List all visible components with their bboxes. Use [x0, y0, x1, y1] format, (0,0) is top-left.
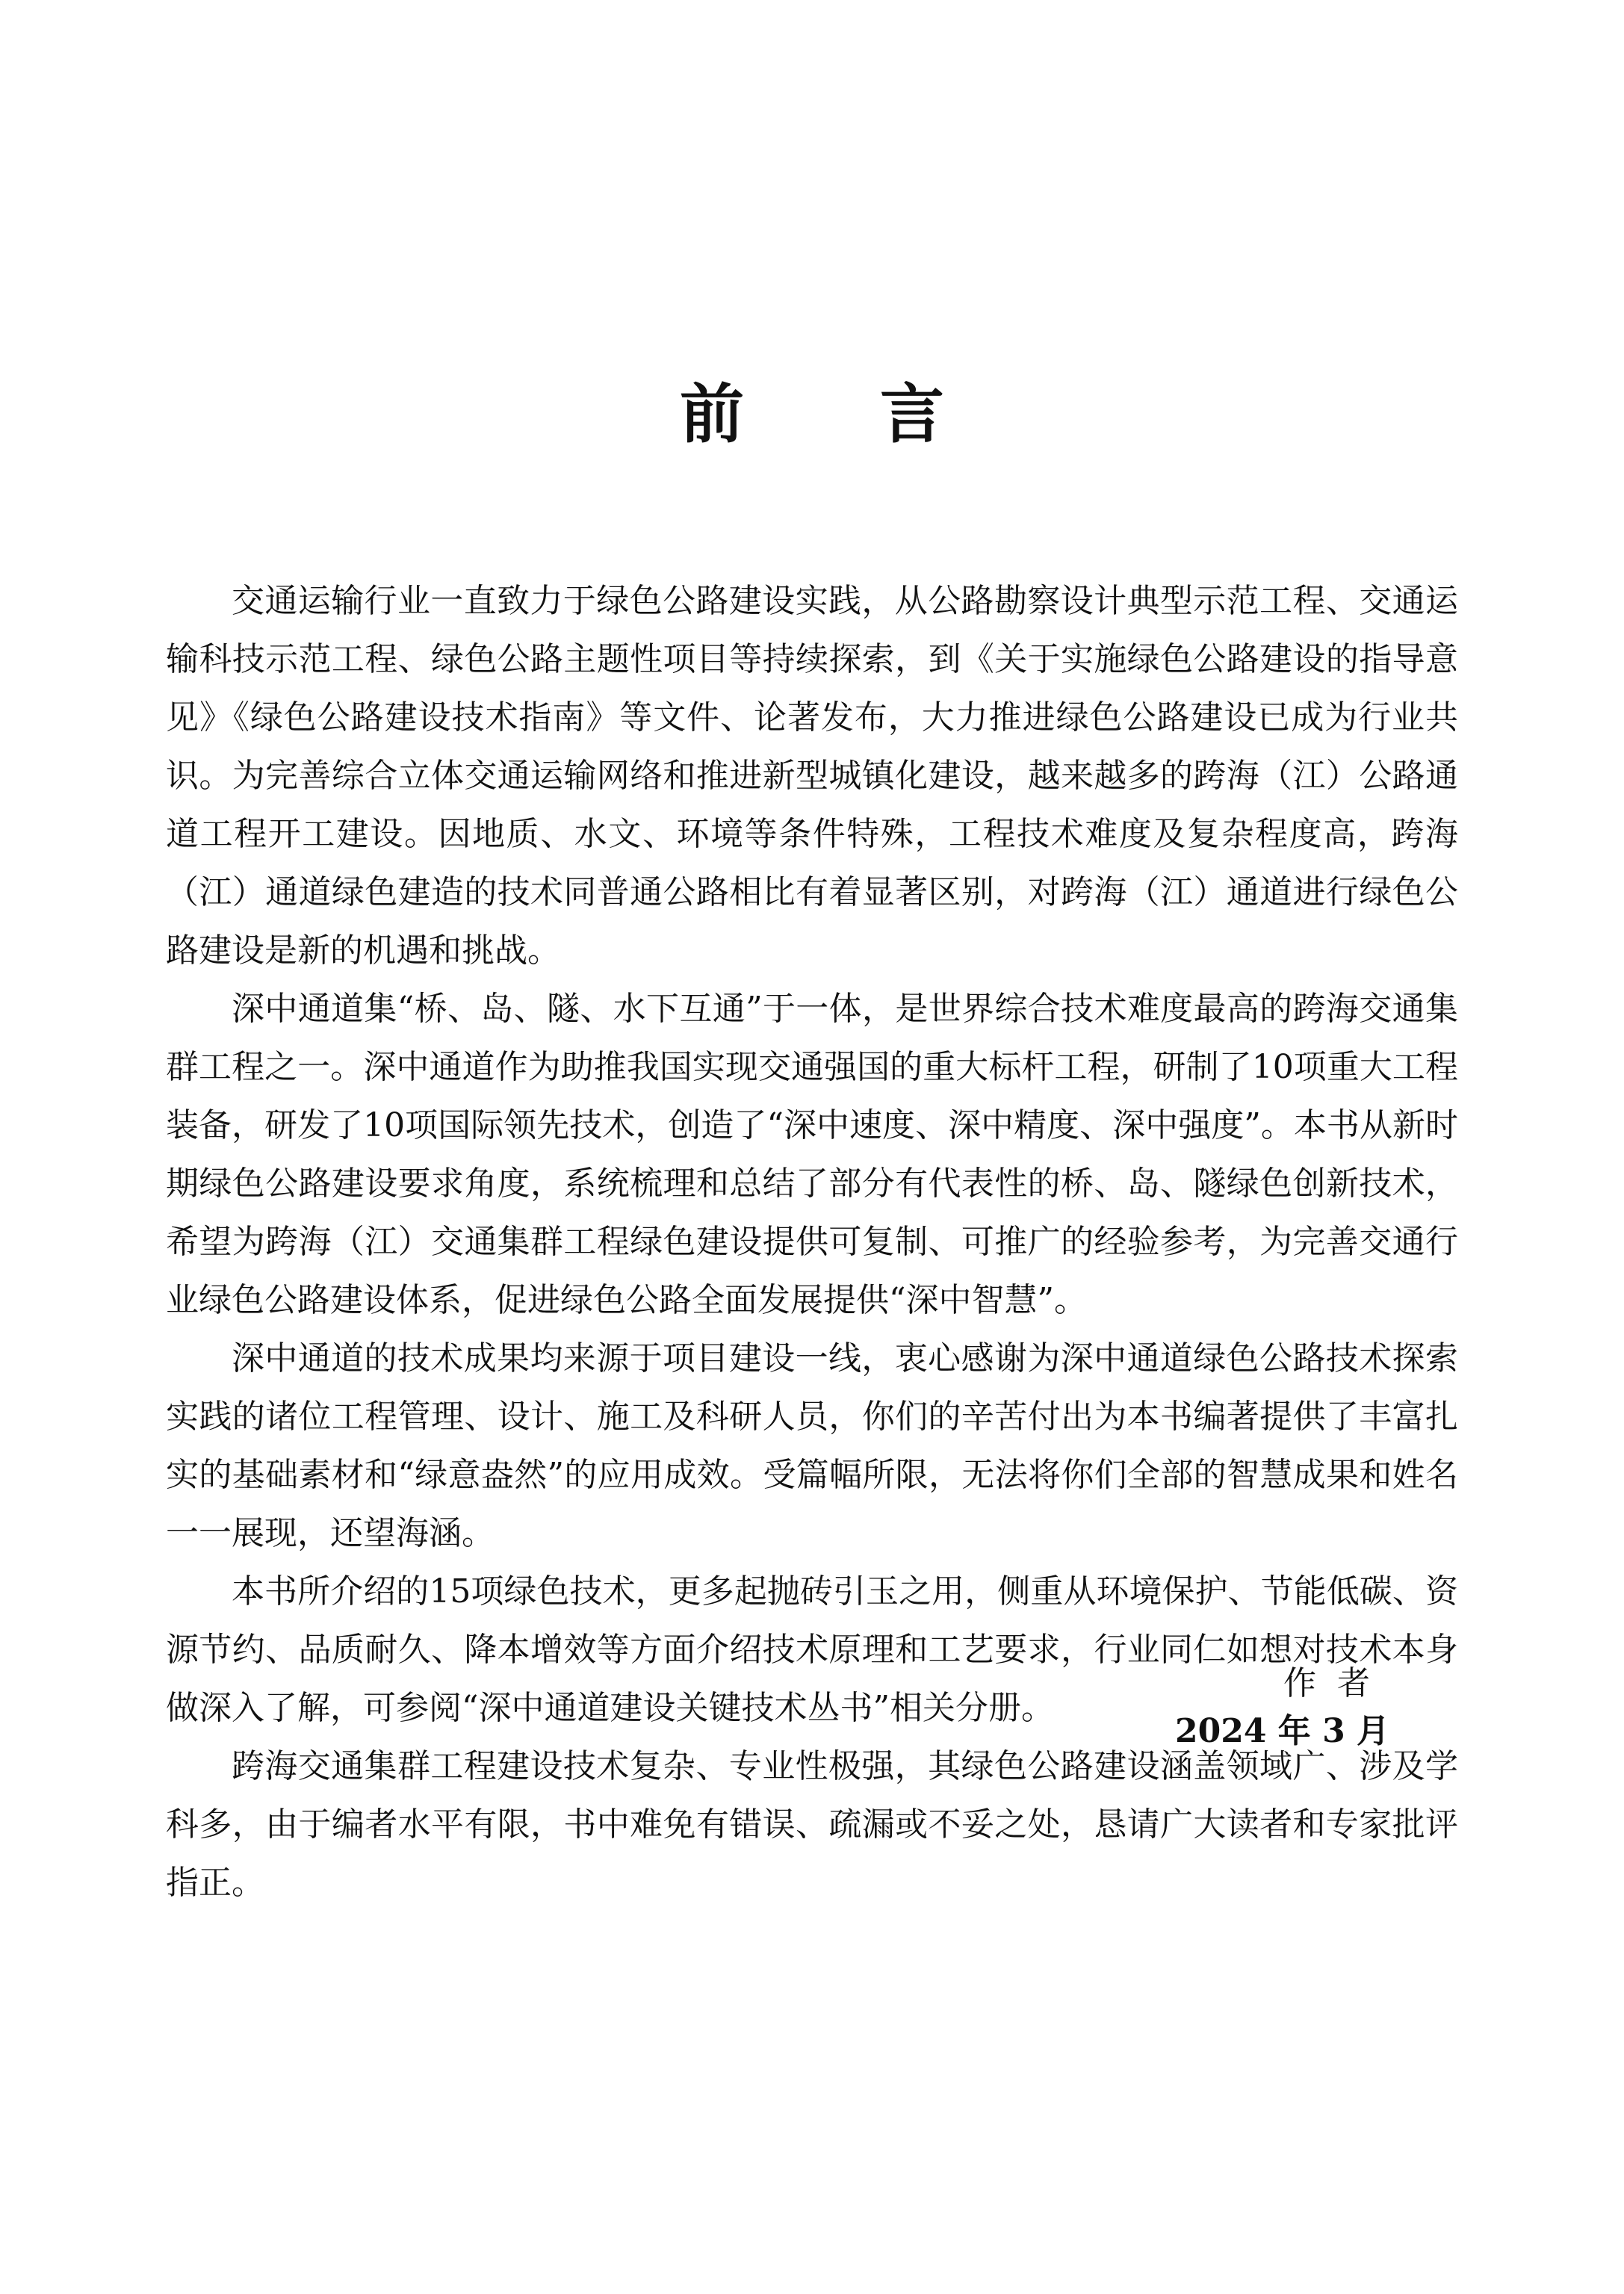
paragraph-4: 本书所介绍的15项绿色技术，更多起抛砖引玉之用，侧重从环境保护、节能低碳、资源节约、品质耐久、降本增效等方面介绍技术原理和工艺要求，行业同仁如想对技术本身做深入了解，可参阅“深中通道建设关键技术丛书”相关分册。 [166, 1572, 1458, 1727]
paragraph-5: 跨海交通集群工程建设技术复杂、专业性极强，其绿色公路建设涵盖领域广、涉及学科多，由于编者水平有限，书中难免有错误、疏漏或不妥之处，恳请广大读者和专家批评指正。 [166, 1747, 1458, 1902]
author-signature: 作者 [1283, 1664, 1391, 1702]
signature-date: 2024 年 3 月 [1174, 1712, 1389, 1750]
paragraph-1: 交通运输行业一直致力于绿色公路建设实践，从公路勘察设计典型示范工程、交通运输科技示范工程、绿色公路主题性项目等持续探索，到《关于实施绿色公路建设的指导意见》《绿色公路建设技术指南》等文件、论著发布，大力推进绿色公路建设已成为行业共识。为完善综合立体交通运输网络和推进新型城镇化建设，越来越多的跨海（江）公路通道工程开工建设。因地质、水文、环境等条件特殊，工程技术难度及复杂程度高，跨海（江）通道绿色建造的技术同普通公路相比有着显著区别，对跨海（江）通道进行绿色公路建设是新的机遇和挑战。 [166, 582, 1458, 970]
page-title: 前 言 [680, 377, 1001, 452]
signature-block [1121, 1660, 1389, 1755]
paragraph-2: 深中通道集“桥、岛、隧、水下互通”于一体，是世界综合技术难度最高的跨海交通集群工程之一。深中通道作为助推我国实现交通强国的重大标杆工程，研制了10项重大工程装备，研发了10项国际领先技术，创造了“深中速度、深中精度、深中强度”。本书从新时期绿色公路建设要求角度，系统梳理和总结了部分有代表性的桥、岛、隧绿色创新技术，希望为跨海（江）交通集群工程绿色建设提供可复制、可推广的经验参考，为完善交通行业绿色公路建设体系，促进绿色公路全面发展提供“深中智慧”。 [166, 990, 1458, 1319]
paragraph-3: 深中通道的技术成果均来源于项目建设一线，衷心感谢为深中通道绿色公路技术探索实践的诸位工程管理、设计、施工及科研人员，你们的辛苦付出为本书编著提供了丰富扎实的基础素材和“绿意盎然”的应用成效。受篇幅所限，无法将你们全部的智慧成果和姓名一一展现，还望海涵。 [166, 1339, 1458, 1552]
